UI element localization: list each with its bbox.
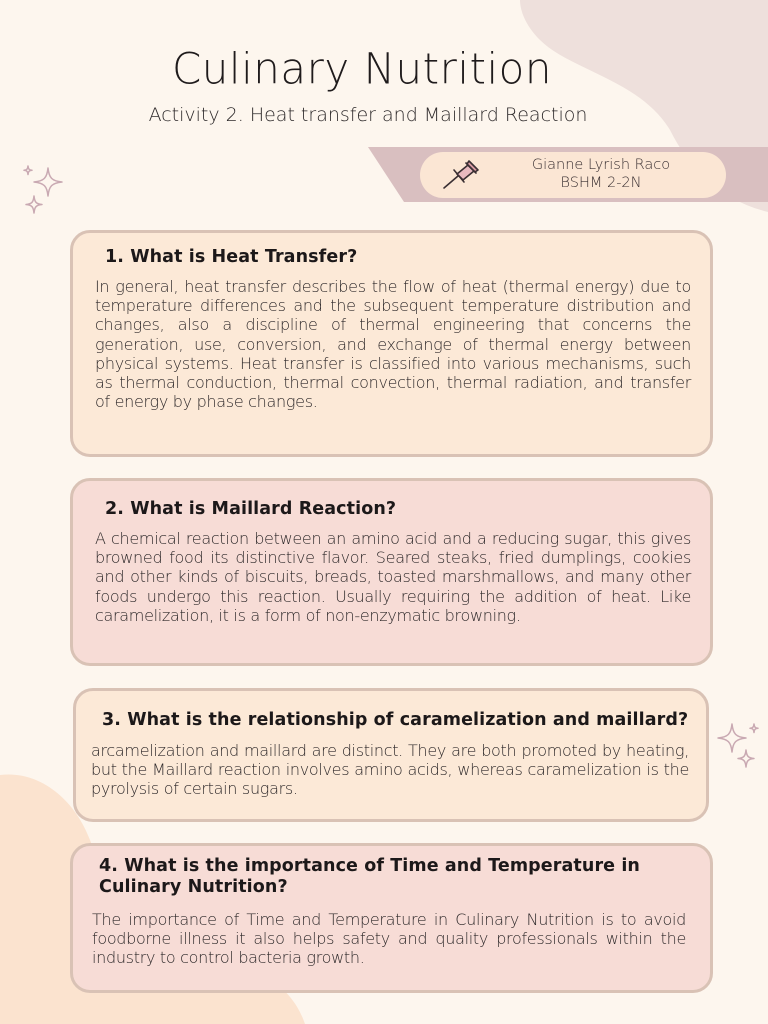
author-class: BSHM 2-2N [560, 175, 642, 191]
question-card [70, 843, 713, 993]
question-answer: A chemical reaction between an amino acid and a reducing sugar, this gives browned food its distinctive flavor. Seared steaks, fried dumplings, cookies and other kinds of biscuits, breads, toasted marshmallows, and many other foods undergo this reaction. Usually requiring the addition of heat. Like caramelization, it is a form of non-enzymatic browning. [95, 529, 691, 625]
question-title: 1. What is Heat Transfer? [105, 247, 358, 267]
question-card [73, 688, 709, 822]
question-answer: The importance of Time and Temperature in Culinary Nutrition is to avoid foodborne illness it also helps safety and quality professionals within the industry to control bacteria growth. [92, 910, 686, 968]
question-card [70, 478, 713, 666]
sparkle-icon [712, 718, 764, 780]
question-answer: In general, heat transfer describes the flow of heat (thermal energy) due to temperature differences and the subsequent temperature distribution and changes, also a discipline of thermal engineering that concerns the generation, use, conversion, and exchange of thermal energy between physical systems. Heat transfer is classified into various mechanisms, such as thermal conduction, thermal convection, thermal radiation, and transfer of energy by phase changes. [95, 277, 691, 412]
question-title: 4. What is the importance of Time and Temperature in Culinary Nutrition? [99, 856, 640, 897]
push-pin-icon [440, 158, 484, 192]
sparkle-icon [20, 160, 68, 220]
page-title: Culinary Nutrition [171, 43, 552, 94]
question-answer: arcamelization and maillard are distinct. They are both promoted by heating, but the Maillard reaction involves amino acids, whereas caramelization is the pyrolysis of certain sugars. [91, 741, 689, 799]
question-title: 2. What is Maillard Reaction? [105, 499, 397, 519]
page-subtitle: Activity 2. Heat transfer and Maillard Reaction [148, 104, 588, 126]
question-title: 3. What is the relationship of caramelization and maillard? [102, 710, 689, 730]
author-name: Gianne Lyrish Raco [531, 157, 671, 173]
question-card [70, 230, 713, 457]
